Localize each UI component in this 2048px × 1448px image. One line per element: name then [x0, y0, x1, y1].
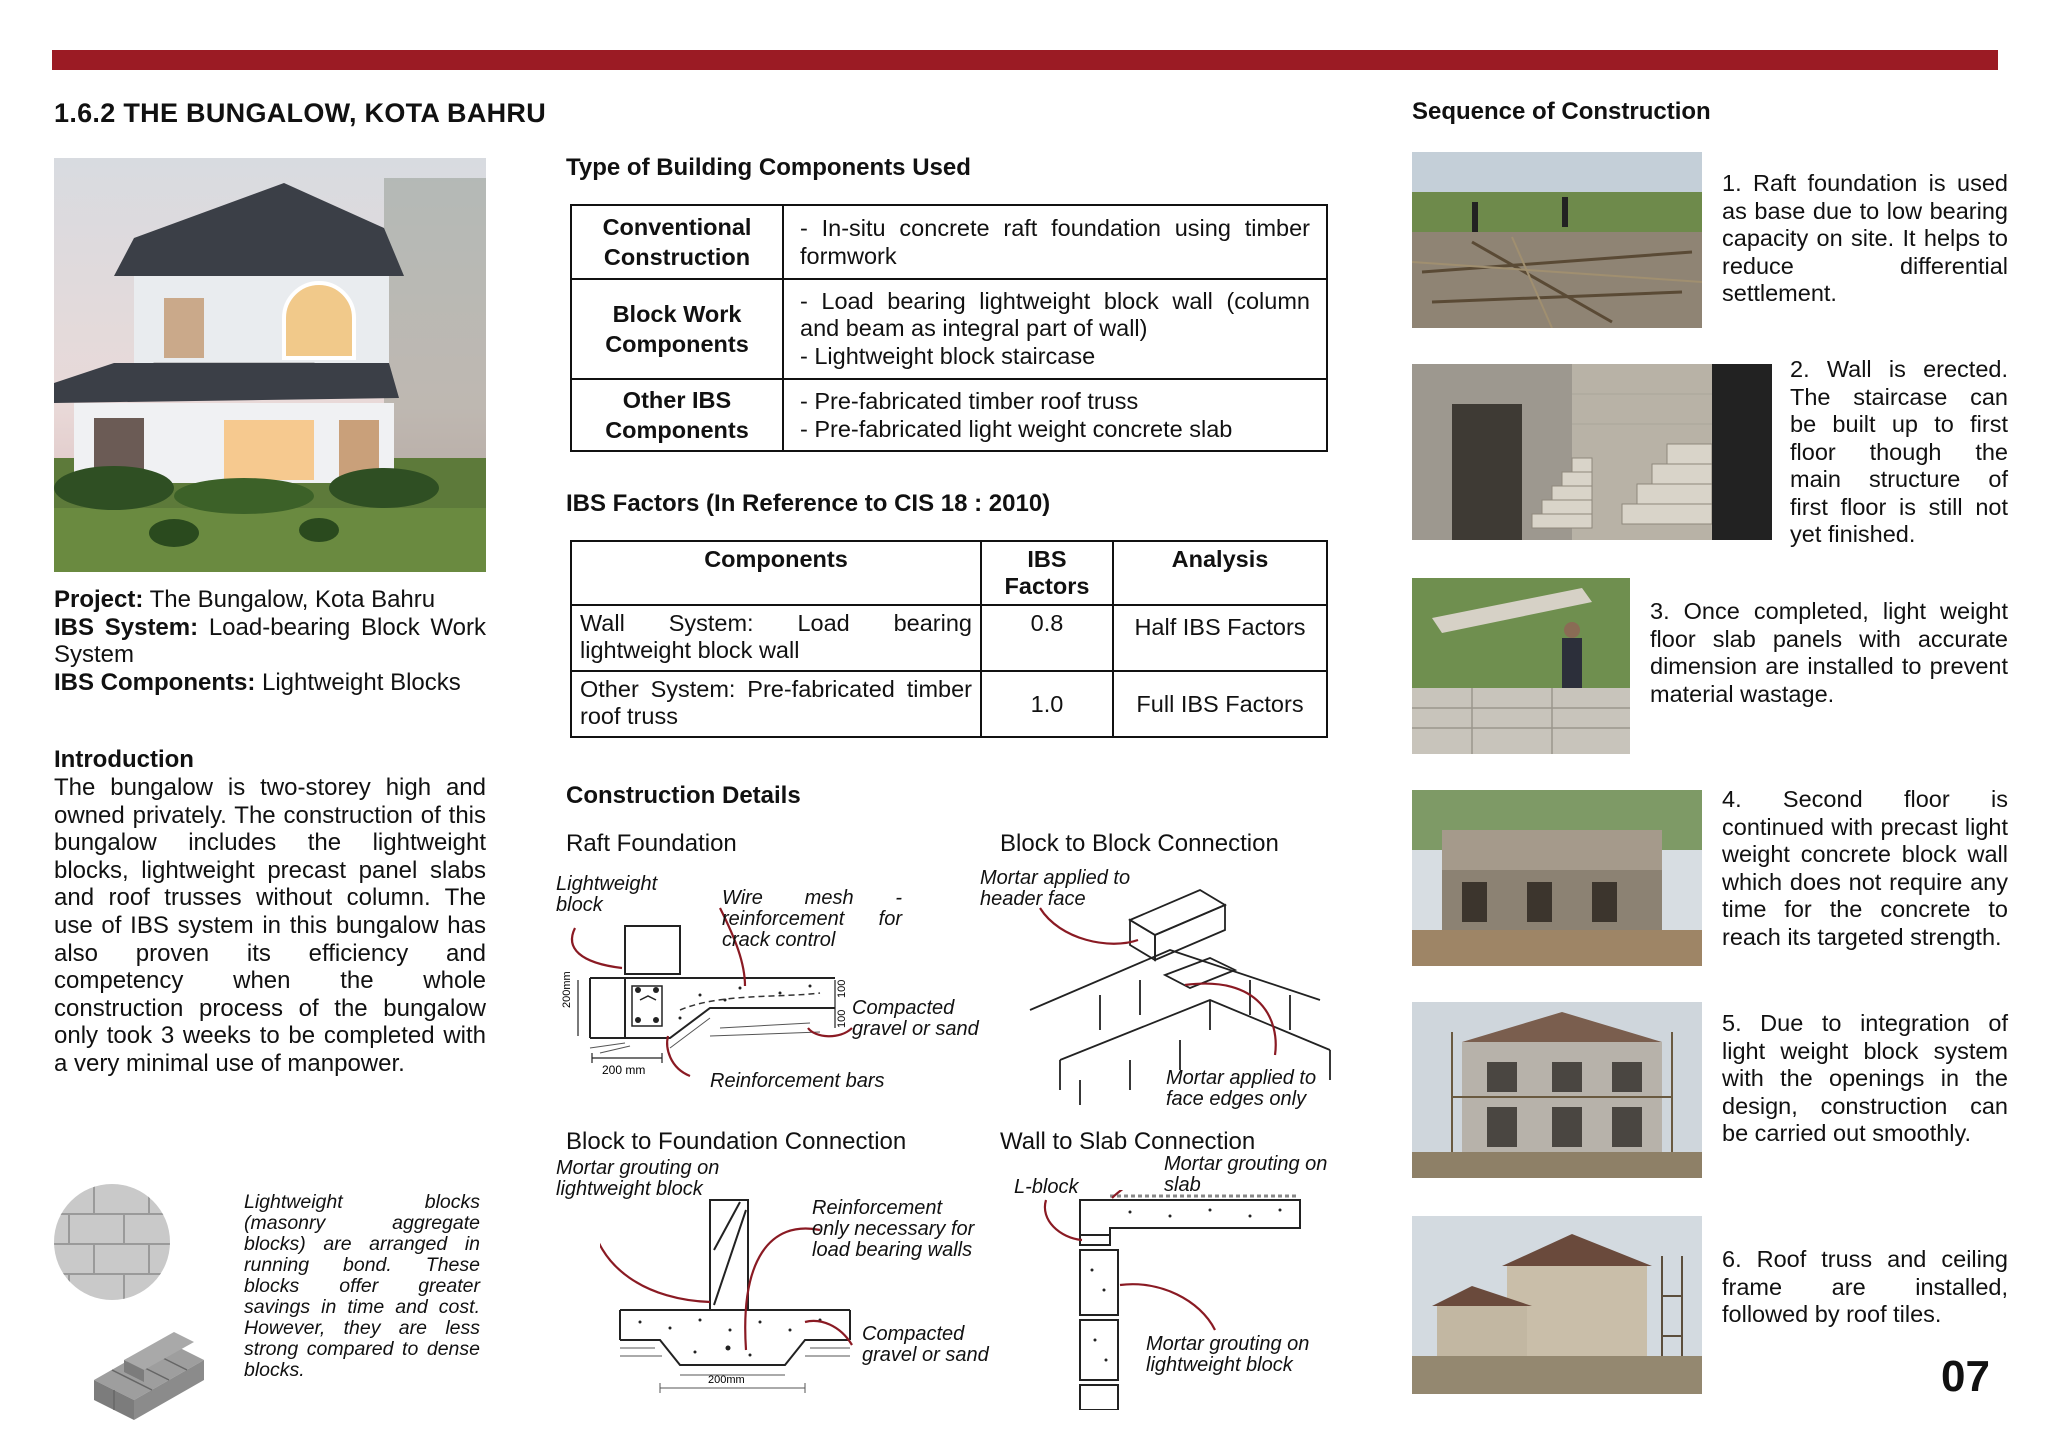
b2b-label-header: Mortar applied to header face [980, 867, 1131, 910]
b2f-title: Block to Foundation Connection [566, 1128, 907, 1155]
components-row-label: Other IBS Components [571, 379, 783, 451]
block-note: Lightweight blocks (masonry aggregate blocks) are arranged in running bond. These blocks offer greater savings in time and cost. However, they are less strong compared to dense blocks. [244, 1191, 480, 1381]
table-row [571, 205, 1327, 279]
components-table-heading: Type of Building Components Used [566, 154, 971, 181]
ibs-system-value: Load-bearing Block Work System [54, 613, 486, 669]
w2s-label-lblock: L-block [1014, 1176, 1079, 1198]
step-2-text: 2. Wall is erected. The staircase can be built up to first floor though the main structure of first floor is still not yet finished. [1790, 356, 2008, 547]
project-line [54, 586, 486, 614]
components-row-label: Conventional Construction [571, 205, 783, 279]
ibs-row-component: Other System: Pre-fabricated timber roof truss [571, 671, 981, 737]
w2s-diagram [1040, 1190, 1340, 1410]
components-row-desc: - Pre-fabricated timber roof truss - Pre-fabricated light weight concrete slab [783, 379, 1327, 451]
step-2-photo [1412, 364, 1772, 540]
step-4-text: 4. Second floor is continued with precast light weight concrete block wall which does not require any time for the concrete to reach its targeted strength. [1722, 786, 2008, 950]
b2f-label-gravel: Compacted gravel or sand [862, 1323, 989, 1366]
page-number: 07 [1941, 1352, 1990, 1401]
block-illustration [54, 1170, 234, 1420]
w2s-label-block: Mortar grouting on lightweight block [1146, 1333, 1310, 1376]
introduction-heading: Introduction [54, 746, 194, 773]
components-row-desc: - In-situ concrete raft foundation using timber formwork [783, 205, 1327, 279]
ibs-header-components: Components [571, 541, 981, 605]
project-value: The Bungalow, Kota Bahru [143, 586, 436, 613]
bungalow-photo [54, 158, 486, 572]
w2s-title: Wall to Slab Connection [1000, 1128, 1256, 1155]
step-6-photo [1412, 1216, 1702, 1394]
b2f-label-grout: Mortar grouting on lightweight block [556, 1157, 720, 1200]
step-4-photo [1412, 790, 1702, 966]
b2b-label-edges: Mortar applied to face edges only [1166, 1067, 1317, 1110]
step-1-photo [1412, 152, 1702, 328]
table-row [571, 379, 1327, 451]
ibs-system-label: IBS System: [54, 613, 199, 641]
top-accent-bar [52, 50, 1998, 70]
components-row-desc: - Load bearing lightweight block wall (column and beam as integral part of wall) - Lightweight block staircase [783, 279, 1327, 379]
table-row [571, 671, 1327, 737]
raft-dim-200v: 200mm [561, 971, 573, 1008]
raft-label-gravel: Compacted gravel or sand [852, 997, 979, 1040]
ibs-row-analysis: Half IBS Factors [1113, 605, 1327, 671]
step-6-text: 6. Roof truss and ceiling frame are installed, followed by roof tiles. [1722, 1246, 2008, 1327]
ibs-factors-table [570, 540, 1328, 738]
components-row-label: Block Work Components [571, 279, 783, 379]
ibs-components-line [54, 669, 486, 697]
b2b-title: Block to Block Connection [1000, 830, 1279, 857]
introduction-text: The bungalow is two-storey high and owned privately. The construction of this bungalow includes the lightweight blocks, lightweight precast panel slabs and roof trusses without column. The use of IBS system in this bungalow has also proven its efficiency and competency when the whole construction process of the bungalow only took 3 weeks to be completed with a very minimal use of manpower. [54, 774, 486, 1077]
page-title: 1.6.2 THE BUNGALOW, KOTA BAHRU [54, 98, 547, 128]
step-5-photo [1412, 1002, 1702, 1178]
raft-label-block: Lightweight block [556, 873, 658, 916]
table-row [571, 541, 1327, 605]
ibs-row-factor: 0.8 [981, 605, 1113, 671]
step-1-text: 1. Raft foundation is used as base due to low bearing capacity on site. It helps to reduce differential settlement. [1722, 170, 2008, 306]
raft-label-bars: Reinforcement bars [710, 1070, 885, 1092]
step-3-text: 3. Once completed, light weight floor slab panels with accurate dimension are installed to prevent material wastage. [1650, 598, 2008, 707]
raft-foundation-title: Raft Foundation [566, 830, 737, 857]
ibs-components-value: Lightweight Blocks [255, 668, 461, 696]
ibs-header-factors: IBS Factors [981, 541, 1113, 605]
b2f-dim-200: 200mm [708, 1374, 745, 1386]
table-row [571, 605, 1327, 671]
project-label: Project: [54, 586, 144, 613]
table-row [571, 279, 1327, 379]
step-5-text: 5. Due to integration of light weight block system with the openings in the design, construction can be carried out smoothly. [1722, 1010, 2008, 1146]
construction-details-heading: Construction Details [566, 782, 801, 809]
ibs-components-label: IBS Components: [54, 668, 256, 696]
ibs-row-component: Wall System: Load bearing lightweight block wall [571, 605, 981, 671]
ibs-system-line [54, 614, 486, 669]
raft-dim-100a: 100 [836, 979, 848, 998]
ibs-factors-heading: IBS Factors (In Reference to CIS 18 : 2010) [566, 490, 1051, 517]
raft-dim-100b: 100 [836, 1009, 848, 1028]
ibs-row-factor: 1.0 [981, 671, 1113, 737]
components-table [570, 204, 1328, 452]
raft-dim-200: 200 mm [602, 1063, 646, 1077]
b2f-label-reinf: Reinforcement only necessary for load bearing walls [812, 1197, 975, 1261]
step-3-photo [1412, 578, 1630, 754]
w2s-label-slab: Mortar grouting on slab [1164, 1153, 1328, 1196]
project-info [54, 586, 486, 696]
ibs-row-analysis: Full IBS Factors [1113, 671, 1327, 737]
raft-label-mesh: Wire mesh - reinforcement for crack control [722, 887, 902, 951]
ibs-header-analysis: Analysis [1113, 541, 1327, 605]
sequence-heading: Sequence of Construction [1412, 98, 1711, 125]
